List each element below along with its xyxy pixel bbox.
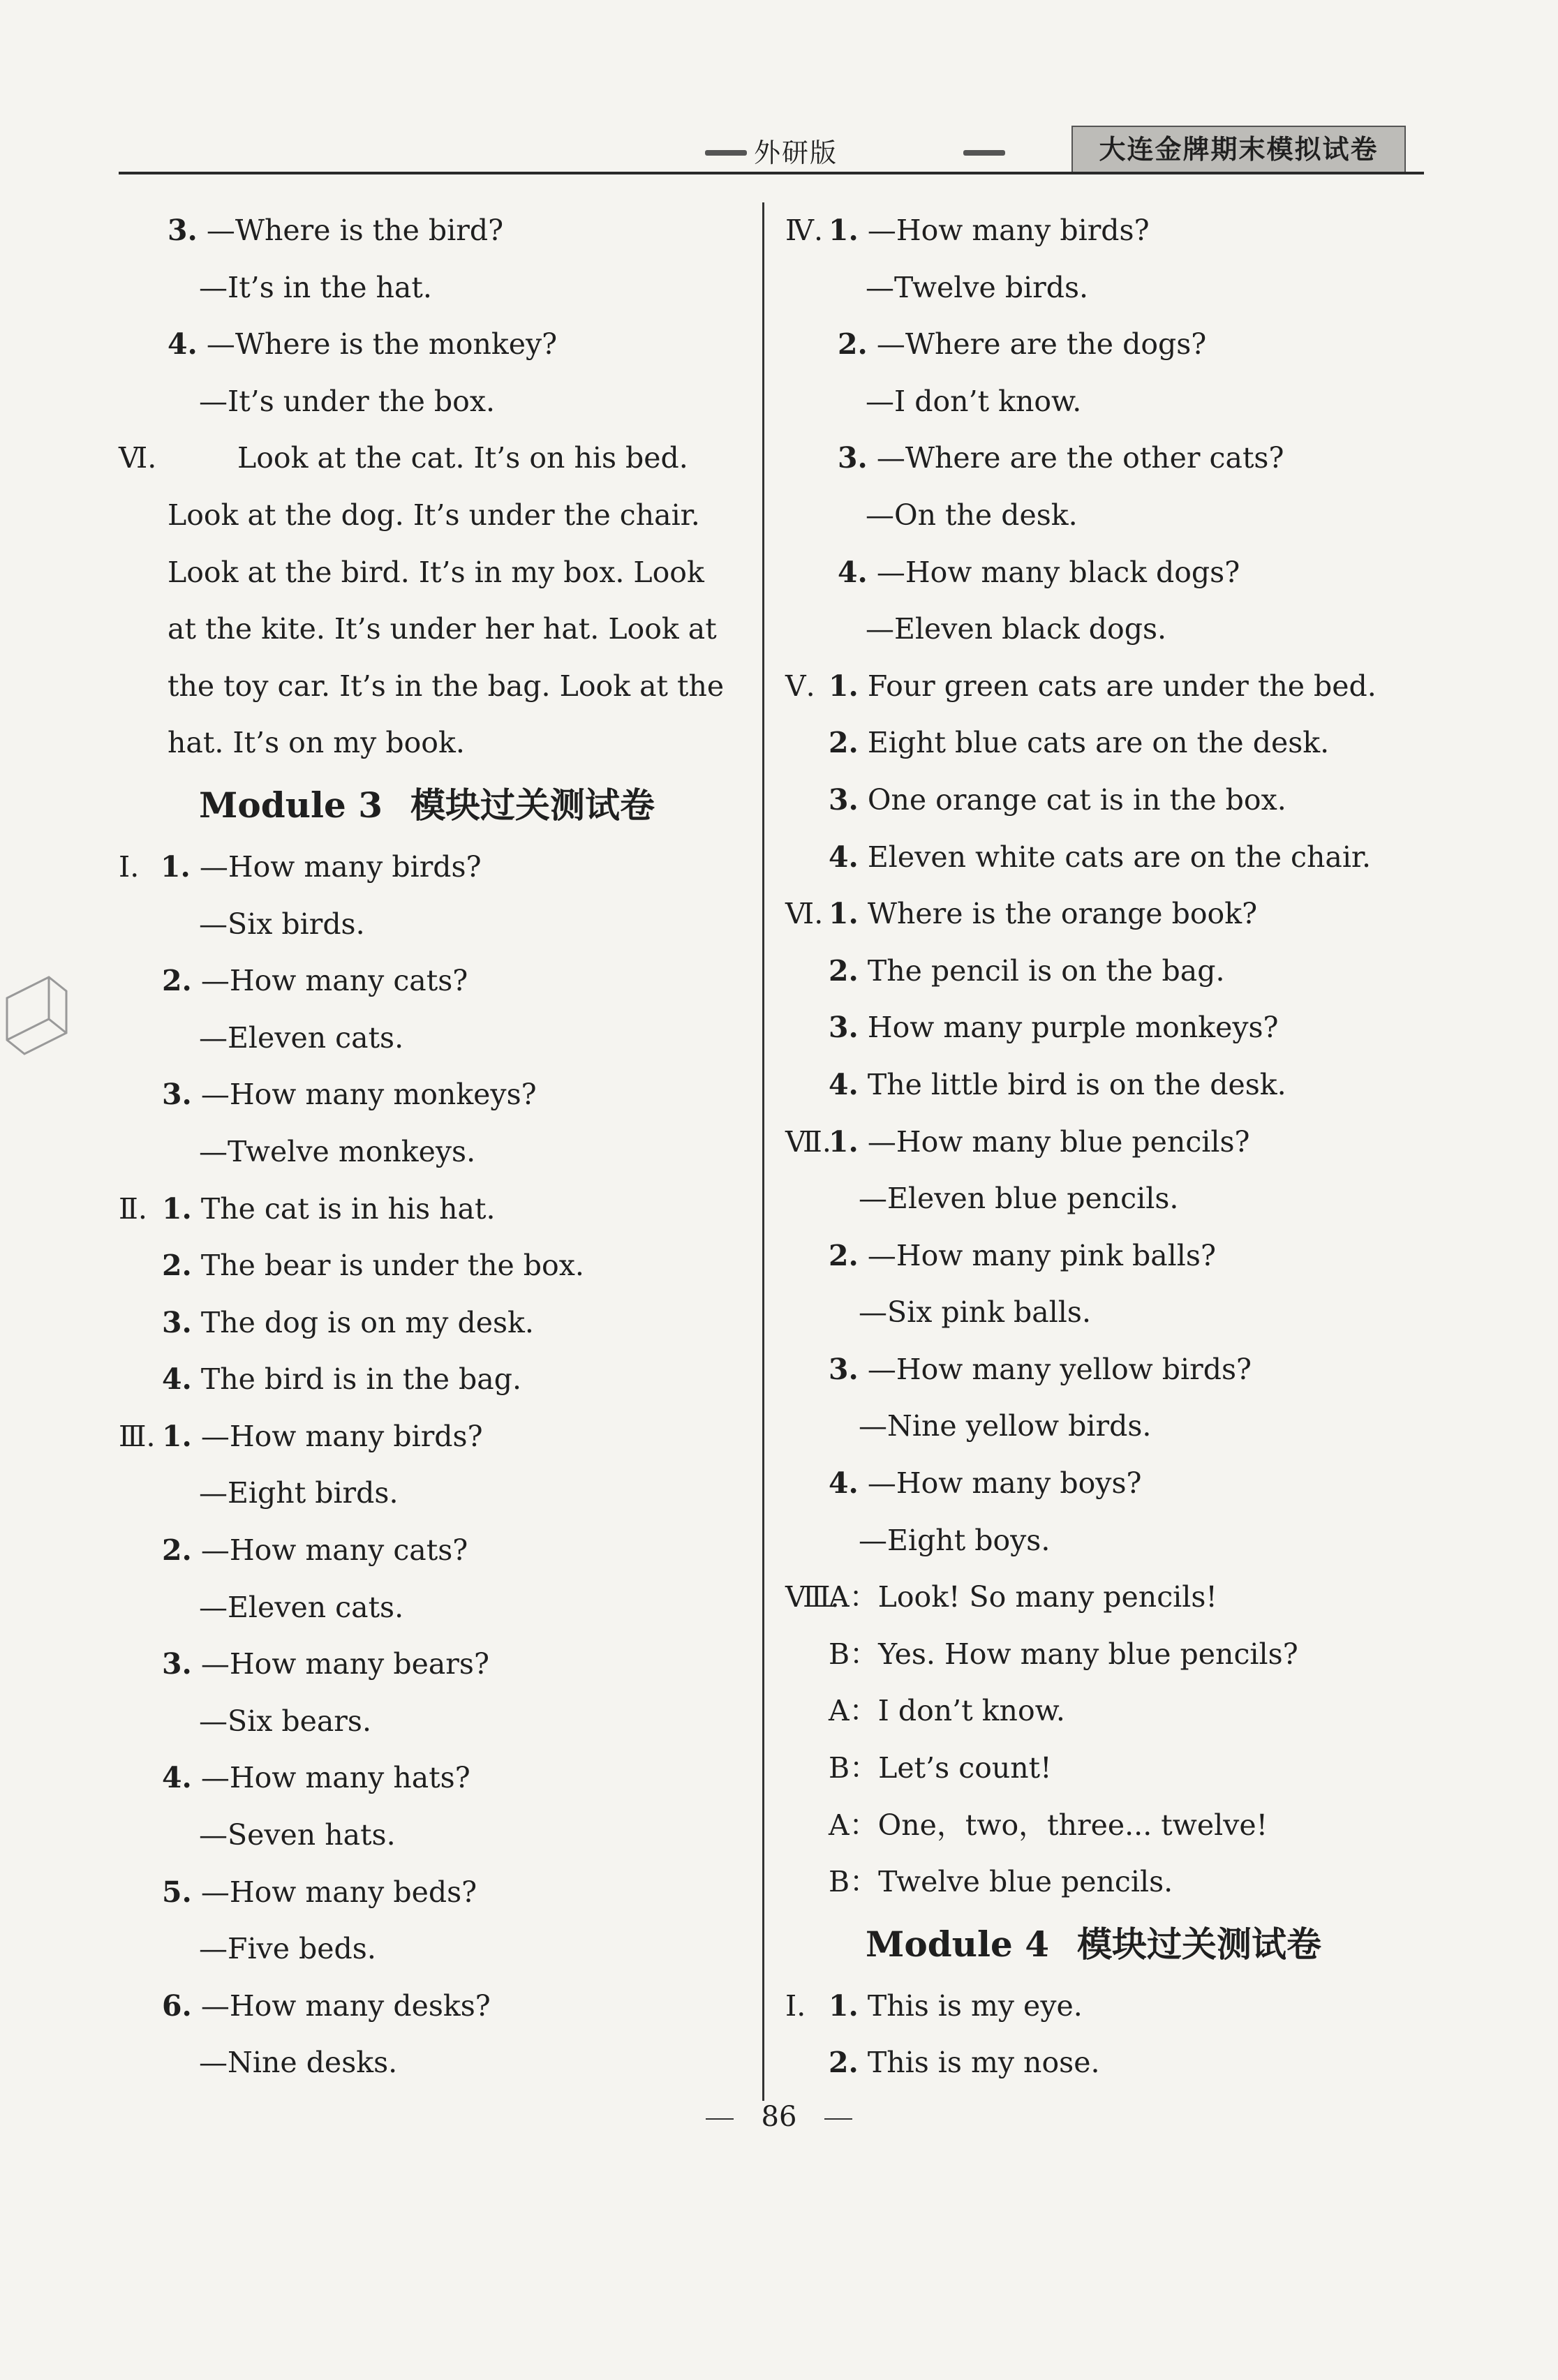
answer-line: 3. One orange cat is in the box.: [829, 782, 1286, 817]
answer-line: —Eleven black dogs.: [866, 612, 1167, 646]
answer-line: —Five beds.: [199, 1932, 376, 1966]
answer-line: 2. —Where are the dogs?: [838, 327, 1207, 362]
passage-line: hat. It’s on my book.: [168, 726, 465, 760]
column-divider: [762, 202, 764, 2101]
answer-line: Ⅱ. 1. The cat is in his hat.: [119, 1191, 496, 1226]
answer-line: 2. —How many pink balls?: [829, 1238, 1216, 1272]
answer-line: 2. Eight blue cats are on the desk.: [829, 726, 1330, 760]
answer-line: 6. —How many desks?: [162, 1988, 491, 2023]
answer-line: 3. —How many monkeys?: [162, 1078, 537, 1112]
answer-line: 2. The pencil is on the bag.: [829, 953, 1225, 988]
answer-line: 5. —How many beds?: [162, 1875, 477, 1909]
answer-line: 4. The bird is in the bag.: [162, 1362, 522, 1397]
dialogue-line: B：Let’s count!: [829, 1751, 1052, 1785]
answer-line: Ⅵ. 1. Where is the orange book?: [785, 897, 1258, 931]
passage-line: Look at the dog. It’s under the chair.: [168, 498, 700, 532]
answer-line: —It’s in the hat.: [199, 270, 432, 304]
answer-line: —Eleven cats.: [199, 1020, 404, 1055]
answer-line: 3. —How many yellow birds?: [829, 1352, 1252, 1386]
answer-line: —Six birds.: [199, 907, 365, 941]
side-stamp-icon: [0, 949, 77, 1075]
answer-line: Ⅰ. 1. —How many birds?: [119, 849, 482, 884]
answer-line: —Twelve monkeys.: [199, 1134, 476, 1168]
answer-line: 2. —How many cats?: [162, 964, 468, 998]
answer-line: Ⅳ. 1. —How many birds?: [785, 214, 1150, 247]
answer-line: 3. How many purple monkeys?: [829, 1011, 1279, 1045]
dialogue-line: A：One，two，three... twelve!: [829, 1808, 1268, 1842]
answer-line: —Eight boys.: [859, 1523, 1051, 1557]
passage-line: Look at the bird. It’s in my box. Look: [168, 555, 704, 589]
answer-line: —Eight birds.: [199, 1476, 399, 1510]
passage-line: at the kite. It’s under her hat. Look at: [168, 612, 717, 646]
header-dash-right: [963, 150, 1005, 156]
answer-line: 3. The dog is on my desk.: [162, 1305, 534, 1339]
answer-line: 4. The little bird is on the desk.: [829, 1067, 1286, 1101]
answer-line: 2. The bear is under the box.: [162, 1249, 584, 1283]
header-dash-left: [705, 150, 747, 156]
module-heading: Module 4 模块过关测试卷: [866, 1923, 1322, 1965]
answer-line: 4. —How many boys?: [829, 1466, 1142, 1501]
answer-line: —Nine yellow birds.: [859, 1409, 1152, 1443]
answer-line: —Eleven cats.: [199, 1590, 404, 1624]
edition-label: 外研版: [754, 137, 838, 168]
answer-line: 3. —How many bears?: [162, 1647, 489, 1681]
answer-line: 4. —How many black dogs?: [838, 555, 1240, 589]
answer-line: —Six pink balls.: [859, 1295, 1091, 1330]
series-title: 大连金牌期末模拟试卷: [1071, 126, 1406, 173]
section-vi-line: Ⅵ. Look at the cat. It’s on his bed.: [119, 430, 750, 487]
answer-line: 4. —How many hats?: [162, 1761, 470, 1795]
answer-line: 3. —Where are the other cats?: [838, 441, 1284, 475]
dialogue-line: B：Yes. How many blue pencils?: [829, 1637, 1298, 1671]
left-column: [119, 202, 750, 2092]
answer-line: Ⅰ. 1. This is my eye.: [785, 1988, 1083, 2023]
dialogue-line: Ⅷ.A：Look! So many pencils!: [785, 1580, 1217, 1614]
dialogue-line: B：Twelve blue pencils.: [829, 1865, 1173, 1899]
dialogue-line: A：I don’t know.: [829, 1694, 1065, 1728]
answer-line: 4. —Where is the monkey?: [168, 327, 558, 362]
page-header: [119, 126, 1424, 174]
answer-line: —Eleven blue pencils.: [859, 1182, 1179, 1216]
answer-line: —I don’t know.: [866, 384, 1082, 418]
answer-line: Ⅲ. 1. —How many birds?: [119, 1419, 483, 1453]
answer-line: 3. —Where is the bird?: [168, 214, 504, 247]
answer-line: —Nine desks.: [199, 2046, 398, 2080]
answer-line: —On the desk.: [866, 498, 1078, 532]
right-column: [785, 202, 1414, 2092]
answer-line: 4. Eleven white cats are on the chair.: [829, 840, 1372, 874]
answer-line: Ⅶ.1. —How many blue pencils?: [785, 1124, 1250, 1159]
answer-line: —Twelve birds.: [866, 270, 1089, 304]
answer-line: —Six bears.: [199, 1704, 371, 1738]
answer-line: —It’s under the box.: [199, 384, 495, 418]
page-number: 86: [0, 2101, 1558, 2133]
answer-line: Ⅴ. 1. Four green cats are under the bed.: [785, 669, 1377, 703]
section-roman: Ⅵ.: [119, 441, 157, 475]
header-rule: [119, 172, 1424, 174]
module-heading: Module 3 模块过关测试卷: [199, 784, 655, 826]
answer-line: 2. —How many cats?: [162, 1533, 468, 1568]
answer-line: —Seven hats.: [199, 1818, 396, 1852]
answer-line: 2. This is my nose.: [829, 2046, 1100, 2080]
passage-line: the toy car. It’s in the bag. Look at the: [168, 669, 725, 703]
